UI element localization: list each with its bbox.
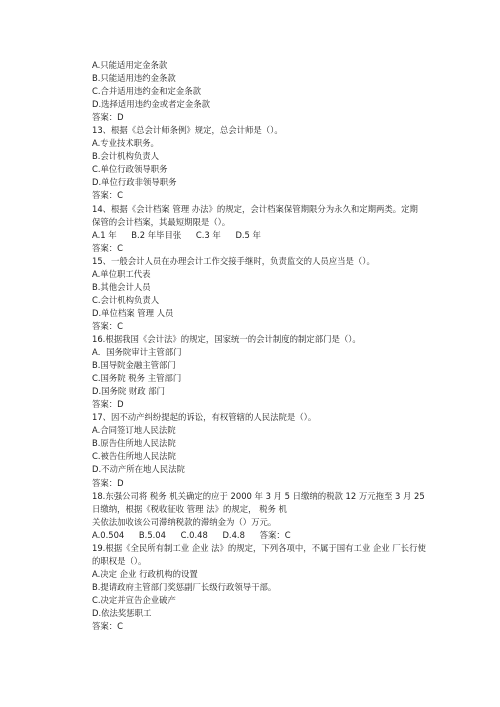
option-line: A.只能适用定金条款: [92, 60, 168, 70]
option-line: C.合并适用违约金和定金条款: [92, 86, 202, 97]
answer-line: 答案：C: [92, 190, 123, 201]
option-line: D.依法奖惩职工: [92, 607, 152, 618]
option-item: D.5 年: [235, 229, 261, 240]
answer-line: 答案：C: [92, 320, 123, 331]
option-line: C.被告住所地人民法院: [92, 451, 176, 462]
answer-line: 答案：D: [92, 112, 124, 123]
option-line: C.会计机构负责人: [92, 294, 160, 305]
option-line: B.提请政府主管部门奖惩副厂长级行政领导干部。: [92, 581, 277, 592]
option-item: A.1 年: [92, 229, 117, 240]
question-stem: 19.根据《全民所有制工业 企业 法》的规定，下列各项中，不属于国有工业 企业 厂长行使的职权是（）。: [92, 542, 426, 566]
option-line: D.不动产所在地人民法院: [92, 464, 185, 475]
option-line: D.单位行政非领导职务: [92, 177, 177, 188]
option-line: D.单位档案 管理 人员: [92, 307, 174, 318]
document-page: [92, 59, 426, 633]
question-stem: 13、根据《总会计师条例》规定，总会计师是（）。: [92, 125, 283, 136]
question-stem: 17、因不动产纠纷提起的诉讼，有权管辖的人民法院是（）。: [92, 412, 317, 423]
option-line: A.合同签订地人民法院: [92, 425, 176, 436]
question-stem: 14、根据《会计档案 管理 办法》的规定，会计档案保管期限分为永久和定期两类。定期保管的会计档案，其最短期限是（）。: [92, 203, 418, 227]
option-line: A.专业技术职务。: [92, 138, 159, 149]
option-line: D.选择适用违约金或者定金条款: [92, 99, 210, 110]
option-row: [92, 229, 426, 242]
option-line: C.国务院 税务 主管部门: [92, 373, 182, 384]
option-line: D.国务院 财政 部门: [92, 386, 166, 397]
question-stem: 15、一般会计人员在办理会计工作交接手继时，负责监交的人员应当是（）。: [92, 255, 375, 266]
question-stem: 18.东强公司将 税务 机关确定的应于 2000 年 3 月 5 日缴纳的税款 12 万元拖至 3 月 25 日缴纳，根据《税收征收 管理 法》的规定， 税务 机: [92, 490, 425, 514]
option-line: B.原告住所地人民法院: [92, 438, 176, 449]
option-item: C.0.48: [180, 529, 208, 540]
answer-line: 答案：C: [92, 621, 123, 632]
option-item: A.0.504: [92, 529, 125, 540]
option-item: C.3 年: [195, 229, 221, 240]
option-line: B.其他会计人员: [92, 281, 151, 292]
answer-line: 答案：C: [92, 242, 123, 253]
option-row: [92, 529, 426, 542]
option-line: B.会计机构负责人: [92, 151, 160, 162]
option-line: B.国导院金融主管部门: [92, 360, 176, 371]
option-line: C.单位行政领导职务: [92, 164, 168, 175]
answer-line: 答案：D: [92, 477, 124, 488]
option-item: B.2 年毕目张: [131, 229, 182, 240]
option-line: A．国务院审计主管部门: [92, 347, 182, 358]
option-line: A.单位职工代表: [92, 268, 151, 279]
answer-inline: 答案：C: [259, 529, 291, 540]
option-line: A.决定 企业 行政机构的设置: [92, 568, 198, 579]
option-item: D.4.8: [222, 529, 245, 540]
option-item: B.5.04: [138, 529, 166, 540]
option-line: B.只能适用违约金条款: [92, 73, 176, 84]
option-line: C.决定并宣告企业破产: [92, 594, 176, 605]
question-stem-continued: 关依法加收该公司滞纳税款的滞纳金为（）万元。: [92, 516, 277, 527]
question-stem: 16.根据我国《会计法》的规定，国家统一的会计制度的制定部门是（）。: [92, 333, 361, 344]
answer-line: 答案：D: [92, 399, 124, 410]
